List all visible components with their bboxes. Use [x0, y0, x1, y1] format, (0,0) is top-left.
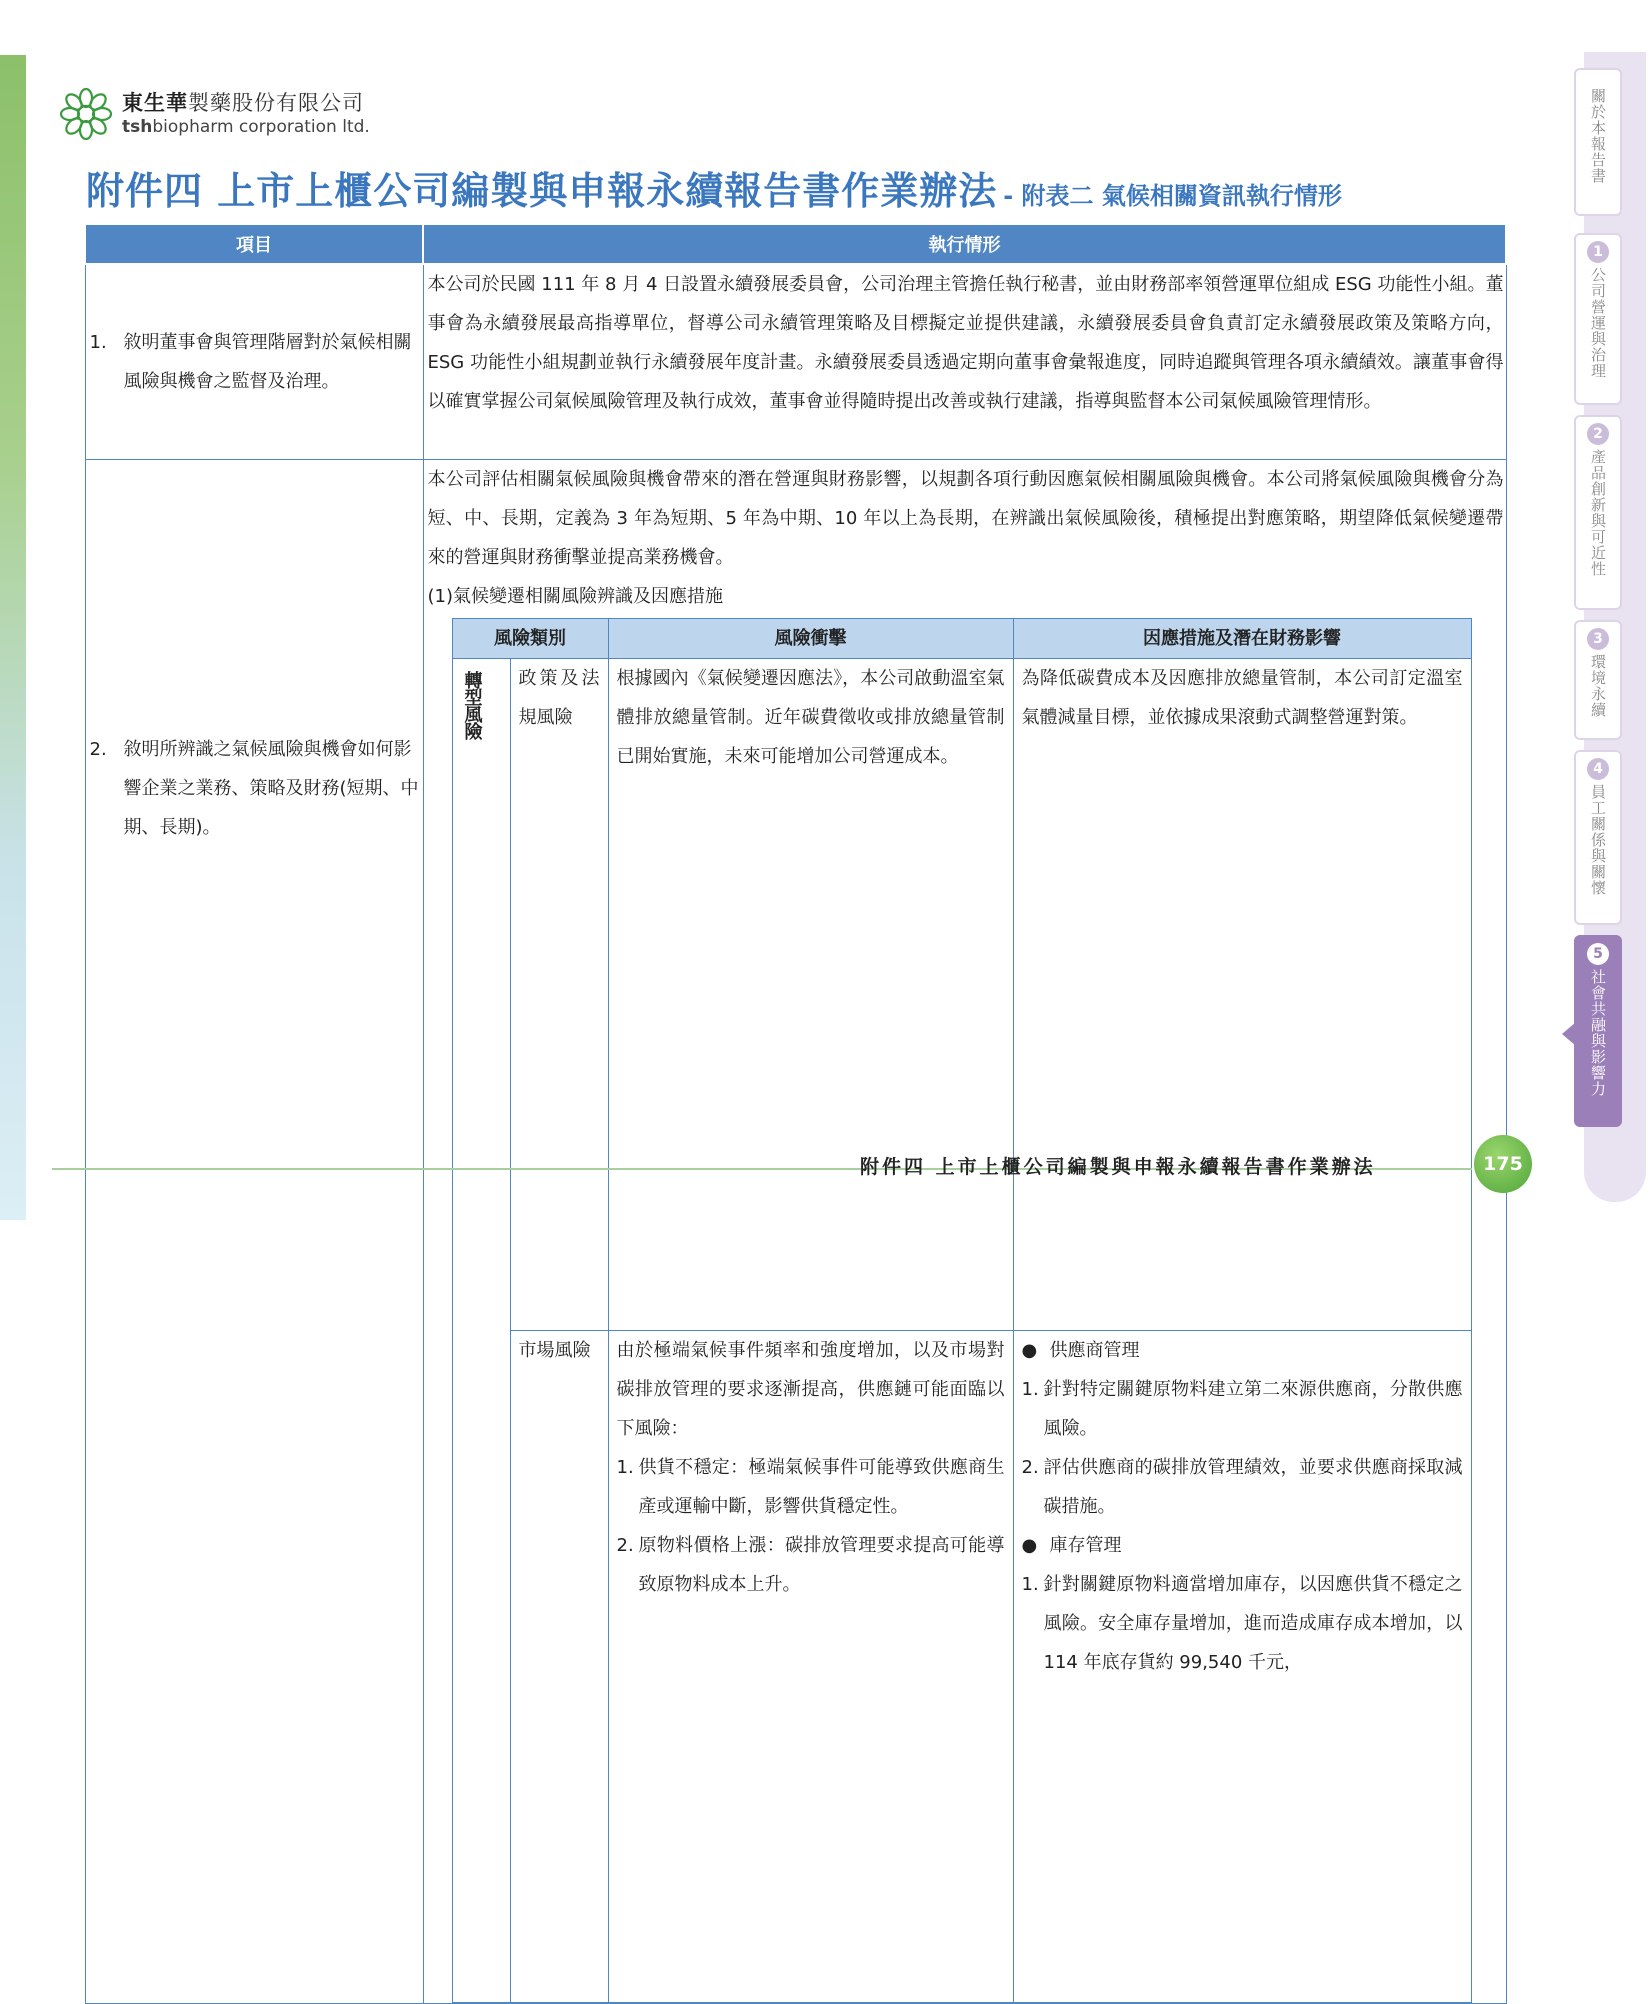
bullet-icon: ●	[1021, 1534, 1038, 1556]
list-number: 1.	[616, 1456, 634, 1478]
logo-mark-icon	[56, 84, 116, 144]
execution-text: 本公司於民國 111 年 8 月 4 日設置永續發展委員會，公司治理主管擔任執行秘書，並由財務部率領營運單位組成 ESG 功能性小組。董事會為永續發展最高指導單位，督導公司永續管理策略及目標擬定並提供建議，永續發展委員會負責訂定永續發展政策及策略方向，ESG 功能性小組規劃並執行永續發展年度計畫。永續發展委員透過定期向董事會彙報進度，同時追蹤與管理各項永續績效。讓董事會得以確實掌握公司氣候風險管理及執行成效，董事會並得隨時提出改善或執行建議，指導與監督本公司氣候風險管理情形。	[427, 274, 1504, 412]
nav-tab-label: 公司營運與治理	[1589, 267, 1607, 379]
nav-tab-environment[interactable]	[1574, 620, 1622, 740]
nav-tab-label: 社會共融與影響力	[1589, 969, 1607, 1097]
list-number: 2.	[1021, 1456, 1039, 1478]
page-title	[86, 160, 1506, 215]
item-text: 敘明董事會與管理階層對於氣候相關風險與機會之監督及治理。	[123, 331, 412, 392]
item-cell	[85, 264, 423, 459]
list-item	[1022, 1370, 1463, 1448]
company-name-en: tshbiopharm corporation ltd.	[122, 117, 370, 137]
table-row	[85, 459, 1506, 2003]
list-number: 2.	[616, 1534, 634, 1556]
risk-row-market	[452, 1330, 1471, 2002]
risk-category-transition: 轉型風險	[452, 658, 510, 2002]
nav-tab-number: 5	[1587, 943, 1609, 965]
risk-impact: 根據國內《氣候變遷因應法》，本公司啟動溫室氣體排放總量管制。近年碳費徵收或排放總量管制已開始實施，未來可能增加公司營運成本。	[608, 658, 1013, 1330]
footer-title: 附件四 上市上櫃公司編製與申報永續報告書作業辦法	[860, 1156, 1376, 1178]
header-risk-impact: 風險衝擊	[608, 618, 1013, 658]
nav-tab-number: 3	[1587, 628, 1609, 650]
item-number: 1.	[89, 331, 107, 353]
nav-tab-innovation-access[interactable]	[1574, 415, 1622, 610]
climate-disclosure-table	[84, 223, 1507, 2004]
left-accent-bar	[0, 55, 26, 1220]
impact-intro: 由於極端氣候事件頻率和強度增加，以及市場對碳排放管理的要求逐漸提高，供應鏈可能面臨以下風險：	[616, 1339, 1005, 1439]
bullet-text: 庫存管理	[1049, 1534, 1122, 1556]
header-response: 因應措施及潛在財務影響	[1013, 618, 1471, 658]
nav-tab-label: 員工關係與關懷	[1589, 784, 1607, 896]
execution-cell	[423, 264, 1506, 459]
list-text: 原物料價格上漲：碳排放管理要求提高可能導致原物料成本上升。	[638, 1534, 1005, 1595]
nav-tab-number: 4	[1587, 758, 1609, 780]
bullet-text: 供應商管理	[1049, 1339, 1140, 1361]
risk-impact	[608, 1330, 1013, 2002]
list-item	[1022, 1565, 1463, 1682]
execution-intro: 本公司評估相關氣候風險與機會帶來的潛在營運與財務影響，以規劃各項行動因應氣候相關風險與機會。本公司將氣候風險與機會分為短、中、長期，定義為 3 年為短期、5 年為中期、10 年以上為長期，在辨識出氣候風險後，積極提出對應策略，期望降低氣候變遷帶來的營運與財務衝擊並提高業務機會。	[427, 468, 1504, 568]
nav-tab-label: 產品創新與可近性	[1589, 449, 1607, 577]
list-item	[1022, 1448, 1463, 1526]
table-header-row	[85, 224, 1506, 264]
nav-tab-about-report[interactable]	[1574, 68, 1622, 216]
nav-tab-number: 1	[1587, 241, 1609, 263]
bullet-heading	[1022, 1526, 1463, 1565]
nav-tab-label: 關於本報告書	[1589, 88, 1607, 184]
header-item: 項目	[85, 224, 423, 264]
risk-table-header	[452, 618, 1471, 658]
item-text: 敘明所辨識之氣候風險與機會如何影響企業之業務、策略及財務(短期、中期、長期)。	[123, 738, 419, 838]
list-text: 針對特定關鍵原物料建立第二來源供應商，分散供應風險。	[1043, 1378, 1463, 1439]
nav-tab-social-impact[interactable]	[1574, 935, 1622, 1127]
risk-type: 市場風險	[510, 1330, 608, 2002]
list-text: 針對關鍵原物料適當增加庫存，以因應供貨不穩定之風險。安全庫存量增加，進而造成庫存成本增加，以 114 年底存貨約 99,540 千元，	[1043, 1573, 1463, 1673]
bullet-heading	[1022, 1331, 1463, 1370]
page-number: 175	[1474, 1135, 1532, 1193]
nav-tab-operations-governance[interactable]	[1574, 233, 1622, 405]
item-cell	[85, 459, 423, 2003]
page-title-main: 附件四 上市上櫃公司編製與申報永續報告書作業辦法	[86, 169, 998, 213]
list-number: 1.	[1021, 1378, 1039, 1400]
risk-response: 為降低碳費成本及因應排放總量管制，本公司訂定溫室氣體減量目標，並依據成果滾動式調整營運對策。	[1013, 658, 1471, 1330]
list-item	[617, 1526, 1005, 1604]
header-risk-category: 風險類別	[452, 618, 608, 658]
table-row	[85, 264, 1506, 459]
risk-table	[452, 618, 1472, 2003]
list-item	[617, 1448, 1005, 1526]
list-text: 供貨不穩定：極端氣候事件可能導致供應商生產或運輸中斷，影響供貨穩定性。	[638, 1456, 1005, 1517]
nav-tab-employee-relations[interactable]	[1574, 750, 1622, 925]
list-number: 1.	[1021, 1573, 1039, 1595]
execution-cell	[423, 459, 1506, 2003]
risk-subheading: (1)氣候變遷相關風險辨識及因應措施	[427, 585, 723, 607]
nav-tab-number: 2	[1587, 423, 1609, 445]
company-logo	[56, 84, 370, 144]
header-execution: 執行情形	[423, 224, 1506, 264]
company-name-zh: 東生華製藥股份有限公司	[122, 91, 364, 115]
item-number: 2.	[89, 738, 107, 760]
risk-response	[1013, 1330, 1471, 2002]
list-text: 評估供應商的碳排放管理績效，並要求供應商採取減碳措施。	[1043, 1456, 1463, 1517]
page-title-sub: - 附表二 氣候相關資訊執行情形	[1003, 182, 1342, 210]
nav-tab-label: 環境永續	[1589, 654, 1607, 718]
risk-type: 政策及法規風險	[510, 658, 608, 1330]
bullet-icon: ●	[1021, 1339, 1038, 1361]
risk-row-policy	[452, 658, 1471, 1330]
